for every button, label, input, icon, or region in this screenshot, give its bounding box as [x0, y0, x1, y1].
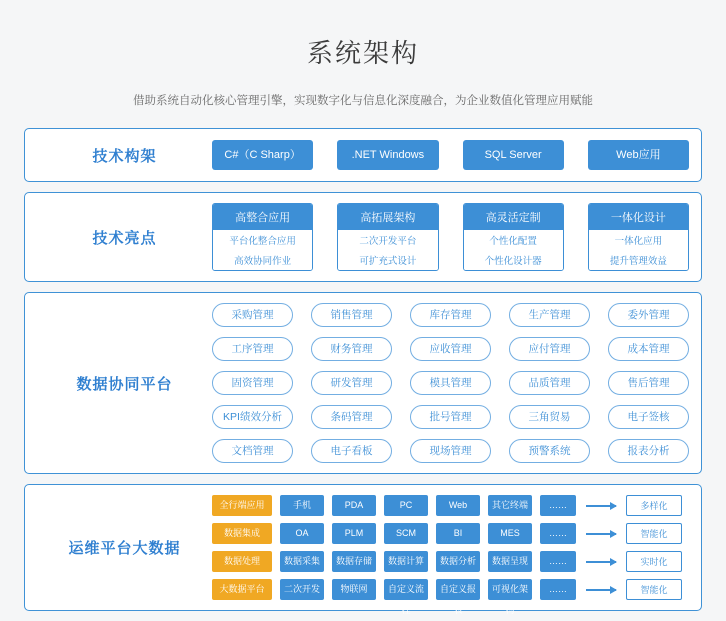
module-pill[interactable]: 报表分析 — [608, 439, 689, 463]
tech-chip[interactable]: .NET Windows — [337, 140, 438, 170]
matrix-cell[interactable]: Web — [436, 495, 480, 516]
module-pill[interactable]: 电子签核 — [608, 405, 689, 429]
row-data-platform — [24, 292, 702, 474]
module-pill[interactable]: 售后管理 — [608, 371, 689, 395]
architecture-page — [0, 17, 726, 616]
highlight-card-line: 提升管理效益 — [589, 250, 688, 270]
module-pill[interactable]: 财务管理 — [311, 337, 392, 361]
module-pill[interactable]: 现场管理 — [410, 439, 491, 463]
module-pill[interactable]: 销售管理 — [311, 303, 392, 327]
highlight-card-line: 平台化整合应用 — [213, 230, 312, 250]
highlight-card-title: 高灵活定制 — [464, 204, 563, 230]
row-label-tech-frame: 技术构架 — [92, 147, 157, 165]
module-pill[interactable]: 品质管理 — [509, 371, 590, 395]
highlight-card-line: 高效协同作业 — [213, 250, 312, 270]
matrix-outcome[interactable]: 多样化 — [626, 495, 682, 516]
matrix-cell[interactable]: 物联网 — [332, 579, 376, 600]
module-pill[interactable]: 应付管理 — [509, 337, 590, 361]
highlight-card-title: 高整合应用 — [213, 204, 312, 230]
matrix-cell[interactable]: 数据呈现 — [488, 551, 532, 572]
arrow-right-icon — [584, 589, 618, 591]
tech-chip[interactable]: C#（C Sharp） — [212, 140, 313, 170]
matrix-cell-more[interactable]: …… — [540, 579, 576, 600]
module-pill[interactable]: 库存管理 — [410, 303, 491, 327]
arrow-right-icon — [584, 533, 618, 535]
tech-chip[interactable]: SQL Server — [463, 140, 564, 170]
highlight-card-title: 高拓展架构 — [338, 204, 437, 230]
row-body-data-platform — [212, 303, 689, 463]
module-pill[interactable]: 三角贸易 — [509, 405, 590, 429]
row-label-ops-bigdata: 运维平台大数据 — [68, 540, 181, 558]
matrix-cell[interactable]: 可视化架构 — [488, 579, 532, 600]
module-pill[interactable]: 预警系统 — [509, 439, 590, 463]
page-subtitle: 借助系统自动化核心管理引擎，实现数字化与信息化深度融合，为企业数值化管理应用赋能 — [133, 95, 593, 108]
matrix-category[interactable]: 大数据平台 — [212, 579, 272, 600]
highlight-card-line: 个性化配置 — [464, 230, 563, 250]
module-pill[interactable]: 批号管理 — [410, 405, 491, 429]
page-title: 系统架构 — [306, 38, 419, 69]
module-pill[interactable]: KPI绩效分析 — [212, 405, 293, 429]
matrix-cell[interactable]: SCM — [384, 523, 428, 544]
module-pill[interactable]: 成本管理 — [608, 337, 689, 361]
module-pill[interactable]: 电子看板 — [311, 439, 392, 463]
matrix-outcome[interactable]: 实时化 — [626, 551, 682, 572]
highlight-card-line: 二次开发平台 — [338, 230, 437, 250]
module-pill[interactable]: 模具管理 — [410, 371, 491, 395]
row-body-ops-bigdata — [212, 495, 689, 616]
matrix-row — [212, 551, 689, 572]
matrix-cell[interactable]: PLM — [332, 523, 376, 544]
matrix-cell[interactable]: PDA — [332, 495, 376, 516]
matrix-outcome[interactable]: 智能化 — [626, 579, 682, 600]
row-ops-bigdata — [24, 484, 702, 616]
matrix-cell-more[interactable]: …… — [540, 551, 576, 572]
matrix-cell[interactable]: 自定义流程 — [384, 579, 428, 600]
matrix-category[interactable]: 数据处理 — [212, 551, 272, 572]
highlight-card-title: 一体化设计 — [589, 204, 688, 230]
module-pill[interactable]: 条码管理 — [311, 405, 392, 429]
matrix-cell[interactable]: 数据采集 — [280, 551, 324, 572]
matrix-category[interactable]: 数据集成 — [212, 523, 272, 544]
matrix-outcome[interactable]: 智能化 — [626, 523, 682, 544]
matrix-cell[interactable]: OA — [280, 523, 324, 544]
highlight-card[interactable] — [588, 203, 689, 271]
matrix-cell[interactable]: 自定义报表 — [436, 579, 480, 600]
row-body-tech-highlights — [212, 203, 689, 271]
highlight-card-line: 可扩充式设计 — [338, 250, 437, 270]
matrix-cell[interactable]: BI — [436, 523, 480, 544]
matrix-cell[interactable]: 数据分析 — [436, 551, 480, 572]
module-pill[interactable]: 工序管理 — [212, 337, 293, 361]
module-pill[interactable]: 固资管理 — [212, 371, 293, 395]
arrow-right-icon — [584, 561, 618, 563]
module-pill[interactable]: 研发管理 — [311, 371, 392, 395]
architecture-rows — [24, 128, 702, 616]
module-pill[interactable]: 委外管理 — [608, 303, 689, 327]
matrix-cell-more[interactable]: …… — [540, 495, 576, 516]
matrix-cell[interactable]: 手机 — [280, 495, 324, 516]
highlight-card[interactable] — [337, 203, 438, 271]
highlight-card-line: 一体化应用 — [589, 230, 688, 250]
matrix-cell[interactable]: 数据计算 — [384, 551, 428, 572]
matrix-row — [212, 495, 689, 516]
matrix-category[interactable]: 全行端应用 — [212, 495, 272, 516]
row-label-data-platform: 数据协同平台 — [76, 375, 173, 393]
module-pill[interactable]: 应收管理 — [410, 337, 491, 361]
matrix-cell[interactable]: MES — [488, 523, 532, 544]
highlight-card[interactable] — [463, 203, 564, 271]
matrix-cell-more[interactable]: …… — [540, 523, 576, 544]
arrow-right-icon — [584, 505, 618, 507]
matrix-cell[interactable]: 二次开发 — [280, 579, 324, 600]
matrix-row — [212, 579, 689, 616]
row-label-tech-highlights: 技术亮点 — [92, 229, 157, 247]
row-tech-frame — [24, 128, 702, 182]
matrix-cell[interactable]: PC — [384, 495, 428, 516]
tech-chip[interactable]: Web应用 — [588, 140, 689, 170]
module-pill[interactable]: 生产管理 — [509, 303, 590, 327]
highlight-card[interactable] — [212, 203, 313, 271]
matrix-cell[interactable]: 其它终端 — [488, 495, 532, 516]
matrix-row — [212, 523, 689, 544]
row-tech-highlights — [24, 192, 702, 282]
row-body-tech-frame — [212, 140, 689, 170]
module-pill[interactable]: 文档管理 — [212, 439, 293, 463]
highlight-card-line: 个性化设计器 — [464, 250, 563, 270]
matrix-cell[interactable]: 数据存储 — [332, 551, 376, 572]
module-pill[interactable]: 采购管理 — [212, 303, 293, 327]
